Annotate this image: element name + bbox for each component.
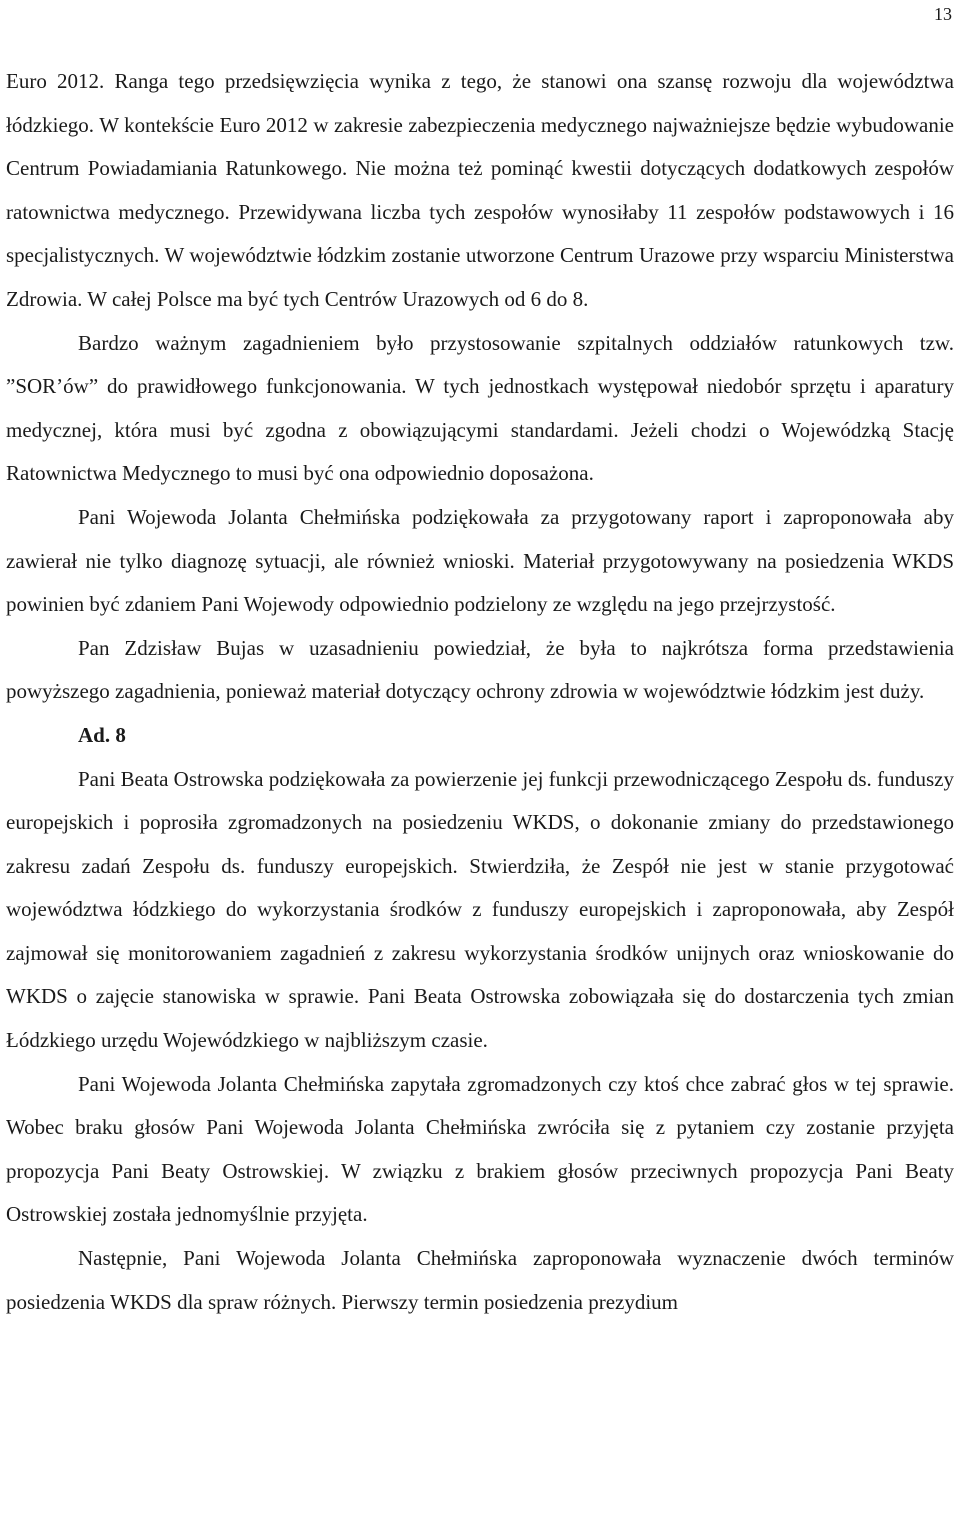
paragraph: Pan Zdzisław Bujas w uzasadnieniu powiedział, że była to najkrótsza forma przedstawienia powyższego zagadnienia, ponieważ materiał dotyczący ochrony zdrowia w województwie łódzkim jest duży. [6,635,954,704]
paragraph: Pani Wojewoda Jolanta Chełmińska zapytała zgromadzonych czy ktoś chce zabrać głos w tej sprawie. Wobec braku głosów Pani Wojewoda Jolanta Chełmińska zwróciła się z pytaniem czy zostanie przyjęta propozycja Pani Beaty Ostrowskiej. W związku z brakiem głosów przeciwnych propozycja Pani Beaty Ostrowskiej została jednomyślnie przyjęta. [6,1071,954,1227]
page-number: 13 [934,4,952,24]
paragraph: Następnie, Pani Wojewoda Jolanta Chełmińska zaproponowała wyznaczenie dwóch terminów posiedzenia WKDS dla spraw różnych. Pierwszy termin posiedzenia prezydium [6,1246,954,1314]
paragraph: Pani Beata Ostrowska podziękowała za powierzenie jej funkcji przewodniczącego Zespołu ds. funduszy europejskich i poprosiła zgromadzonych na posiedzeniu WKDS, o dokonanie zmiany do przedstawionego zakresu zadań Zespołu ds. funduszy europejskich. Stwierdziła, że Zespół nie jest w stanie przygotować województwa łódzkiego do wykorzystania środków z funduszy europejskich i zaproponowała, aby Zespół zajmował się monitorowaniem zagadnień z zakresu wykorzystania środków unijnych oraz wnioskowanie do WKDS o zajęcie stanowiska w sprawie. Pani Beata Ostrowska zobowiązała się do dostarczenia tych zmian Łódzkiego urzędu Wojewódzkiego w najbliższym czasie. [6,766,954,1053]
section-heading: Ad. 8 [78,722,126,747]
document-body [6,60,954,1324]
paragraph: Euro 2012. Ranga tego przedsięwzięcia wynika z tego, że stanowi ona szansę rozwoju dla województwa łódzkiego. W kontekście Euro 2012 w zakresie zabezpieczenia medycznego najważniejsze będzie wybudowanie Centrum Powiadamiania Ratunkowego. Nie można też pominąć kwestii dotyczących dodatkowych zespołów ratownictwa medycznego. Przewidywana liczba tych zespołów wynosiłaby 11 zespołów podstawowych i 16 specjalistycznych. W województwie łódzkim zostanie utworzone Centrum Urazowe przy wsparciu Ministerstwa Zdrowia. W całej Polsce ma być tych Centrów Urazowych od 6 do 8. [6,69,954,311]
paragraph: Bardzo ważnym zagadnieniem było przystosowanie szpitalnych oddziałów ratunkowych tzw. ”SOR’ów” do prawidłowego funkcjonowania. W tych jednostkach występował niedobór sprzętu i aparatury medycznej, która musi być zgodna z obowiązującymi standardami. Jeżeli chodzi o Wojewódzką Stację Ratownictwa Medycznego to musi być ona odpowiednio doposażona. [6,330,954,486]
paragraph: Pani Wojewoda Jolanta Chełmińska podziękowała za przygotowany raport i zaproponowała aby zawierał nie tylko diagnozę sytuacji, ale również wnioski. Materiał przygotowywany na posiedzenia WKDS powinien być zdaniem Pani Wojewody odpowiednio podzielony ze względu na jego przejrzystość. [6,504,954,617]
